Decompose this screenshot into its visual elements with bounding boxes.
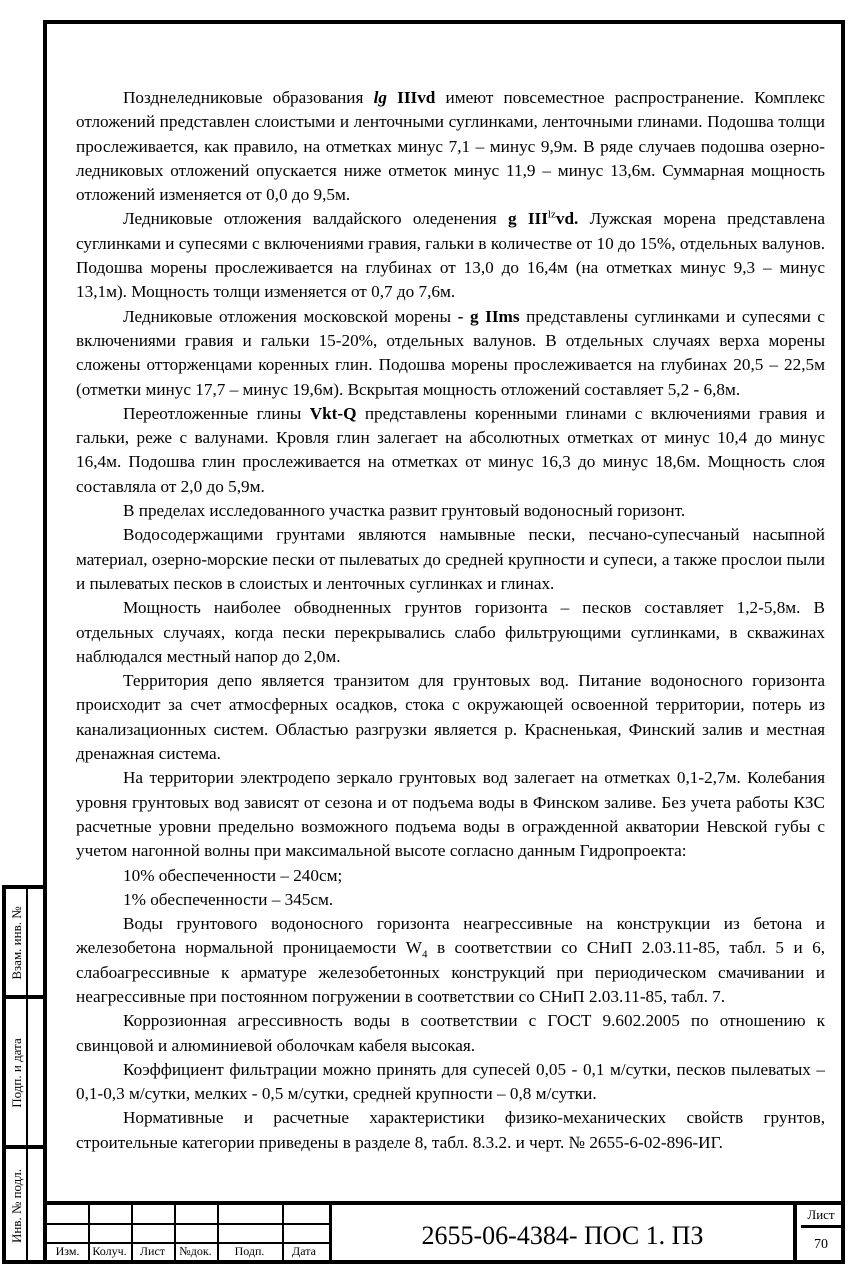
text-run: Территория депо является транзитом для грунтовых вод. Питание водоносного горизонта происходит за счет атмосферных осадков, стока с окружающей освоенной территории, потерь из канализационных систем. Областью разгрузки является р. Красненькая, Финский залив и местная дренажная система. (76, 671, 825, 764)
list-item (76, 864, 825, 888)
side-cell-original (6, 1149, 28, 1264)
geologic-index: IIIvd (397, 88, 436, 107)
list-item (76, 888, 825, 912)
side-cell-original-value (28, 1149, 45, 1264)
title-block-col (131, 1205, 176, 1260)
side-label-replacement-inv: Взам. инв. № (9, 906, 24, 980)
side-cell-signature (6, 999, 28, 1147)
geologic-index: Vkt-Q (309, 403, 357, 423)
header-sheet: Лист (139, 1244, 166, 1258)
superscript: lz (547, 208, 556, 221)
sheet-label: Лист (801, 1205, 841, 1228)
paragraph (76, 766, 825, 863)
title-block-col (47, 1205, 90, 1260)
text-run: Мощность наиболее обводненных грунтов горизонта – песков составляет 1,2-5,8м. В отдельных случаях, когда пески перекрывались слабо фильтрующими суглинками, в скважинах наблюдался местный напор до 2,0м. (76, 598, 825, 666)
text-run: представлены суглинками и супесями с включениями гравия и гальки 15-20%, отдельных валунов. В отдельных случаях верха морены сложены отторженцами коренных глин. Подошва морены прослеживается на глубинах 20,5 – 22,5м (отметки минус 17,7 – минус 19,6м). Вскрытая мощность отложений составляет 5,2 - 6,8м. (76, 306, 826, 399)
geologic-index: vd. (555, 209, 579, 229)
geologic-index: lg (373, 88, 387, 107)
header-quantity: Колуч. (92, 1244, 127, 1258)
text-run: представлены коренными глинами с включениями гравия и гальки, реже с валунами. Кровля глин залегает на абсолютных отметках от минус 10,4 до минус 16,4м. Подошва глин прослеживается на отметках от минус 16,3 до минус 18,6м. Мощность слоя составляла от 2,0 до 5,9м. (76, 403, 825, 496)
text-run: Переотложенные глины (123, 403, 310, 423)
paragraph (76, 305, 825, 402)
title-block-col (174, 1205, 219, 1260)
side-cell-signature-value (28, 999, 45, 1147)
document-code: 2655-06-4384- ПОС 1. ПЗ (329, 1205, 797, 1260)
sheet-number: 70 (814, 1237, 828, 1252)
text-run: 10% обеспеченности – 240см; (123, 865, 343, 885)
text-run: Коррозионная агрессивность воды в соответствии с ГОСТ 9.602.2005 по отношению к свинцовой и алюминиевой оболочкам кабеля высокая. (76, 1011, 825, 1055)
paragraph (76, 1058, 825, 1107)
paragraph (76, 596, 825, 669)
text-run: Ледниковые отложения московской морены (123, 306, 458, 326)
paragraph (76, 402, 825, 499)
paragraph (76, 912, 825, 1009)
text-run: В пределах исследованного участка развит грунтовый водоносный горизонт. (123, 501, 686, 521)
paragraph (76, 207, 825, 304)
paragraph (76, 86, 825, 207)
side-cell-replacement (6, 889, 28, 997)
text-run: 1% обеспеченности – 345см. (123, 889, 334, 909)
side-cell-replacement-value (28, 889, 45, 997)
text-run: Водосодержащими грунтами являются намывные пески, песчано-супесчаный насыпной материал, озерно-морские пески от пылеватых до средней крупности и супеси, а также прослои пыли и пылеватых песков в слоистых и ленточных суглинках и глинах. (76, 525, 825, 593)
text-run: Позднеледниковые образования (123, 88, 374, 107)
paragraph (76, 1106, 825, 1155)
text-run: Воды грунтового водоносного горизонта неагрессивные на конструкции из бетона и железобетона нормальной проницаемости W (76, 914, 825, 958)
text-run: Коэффициент фильтрации можно принять для супесей 0,05 - 0,1 м/сутки, песков пылеватых – 0,1-0,3 м/сутки, мелких - 0,5 м/сутки, средней крупности – 0,8 м/сутки. (76, 1059, 825, 1104)
header-doc-number: №док. (179, 1244, 212, 1258)
text-run: Лужская морена представлена суглинками и супесями с включениями гравия, гальки в количестве от 10 до 15%, отдельных валунов. Подошва морены прослеживается на глубинах от 13,0 до 16,4м (на отметках минус 9,3 – минус 13,1м). Мощность толщи изменяется от 0,7 до 7,6м. (76, 209, 825, 302)
side-label-original-inv: Инв. № подл. (9, 1168, 24, 1244)
side-stamp (2, 885, 45, 1264)
document-body (76, 86, 825, 1155)
text-run: Ледниковые отложения валдайского оледенения (123, 209, 508, 229)
text-run: На территории электродепо зеркало грунтовых вод залегает на отметках 0,1-2,7м. Колебания уровня грунтовых вод зависят от сезона и от подъема воды в Финском заливе. Без учета работы КЗС расчетные уровни предельно возможного подъема воды в огражденной акватории Невской губы с учетом нагонной волны при максимальной высоте согласно данным Гидропроекта: (76, 768, 825, 861)
paragraph (76, 1009, 825, 1058)
title-block-col (217, 1205, 284, 1260)
side-label-signature-date: Подп. и дата (9, 1038, 24, 1108)
title-block-col (282, 1205, 326, 1260)
geologic-index: g III (507, 209, 548, 229)
text-run: в соответствии со СНиП 2.03.11-85, табл. 5 и 6, слабоагрессивные к арматуре железобетонных конструкций при периодическом смачивании и неагрессивные при постоянном погружении в соответствии со СНиП 2.03.11-85, табл. 7. (76, 938, 826, 1006)
paragraph (76, 499, 825, 523)
title-block (47, 1201, 841, 1260)
text-run: Нормативные и расчетные характеристики физико-механических свойств грунтов, строительные категории приведены в разделе 8, табл. 8.3.2. и черт. № 2655-6-02-896-ИГ. (76, 1108, 825, 1152)
geologic-index: - g IIms (457, 306, 520, 326)
title-block-col (88, 1205, 133, 1260)
text-run: имеют повсеместное распространение. Комплекс отложений представлен слоистыми и ленточными суглинками, ленточными глинами. Подошва толщи прослеживается, как правило, на отметках минус 7,1 – минус 9,9м. В ряде случаев подошва озерно-ледниковых отложений опускается ниже отметок минус 11,9 – минус 13,6м. Суммарная мощность отложений изменяется от 0,0 до 9,5м. (76, 88, 825, 205)
header-change: Изм. (55, 1244, 80, 1258)
text-run (387, 88, 397, 107)
paragraph (76, 523, 825, 596)
header-date: Дата (292, 1244, 316, 1258)
header-signature: Подп. (234, 1244, 265, 1258)
paragraph (76, 669, 825, 766)
subscript: 4 (422, 948, 428, 961)
